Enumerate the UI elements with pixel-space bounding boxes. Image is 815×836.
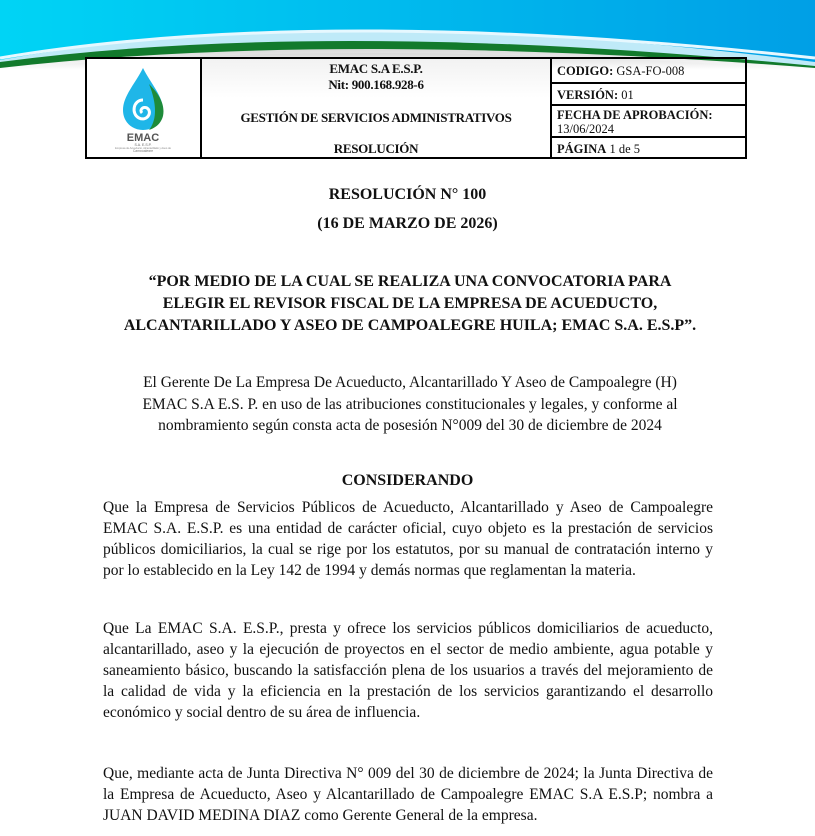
codigo-value: GSA-FO-008 (616, 64, 685, 78)
svg-text:EMAC: EMAC (126, 132, 159, 144)
title-line: “POR MEDIO DE LA CUAL SE REALIZA UNA CONVOCATORIA PARA (148, 273, 672, 290)
resolution-title (100, 271, 720, 337)
considerando-heading: CONSIDERANDO (341, 472, 474, 489)
logo-cell (87, 59, 202, 157)
considerando-paragraph: Que, mediante acta de Junta Directiva N° 009 del 30 de diciembre de 2024; la Junta Directiva de la Empresa de Acueducto, Aseo y Alcantarillado de Campoalegre EMAC S.A E.S.P; nombra a JUAN DAVID MEDINA DIAZ como Gerente General de la empresa. (103, 765, 713, 824)
intro-line: El Gerente De La Empresa De Acueducto, Alcantarillado Y Aseo de Campoalegre (H) (143, 374, 677, 391)
svg-text:Empresa de Acueducto, Alcantar: Empresa de Acueducto, Alcantarillado y Aseo de (114, 147, 171, 150)
version-label: VERSIÓN: (557, 88, 619, 102)
intro-paragraph (100, 372, 720, 437)
intro-line: nombramiento según consta acta de posesión N°009 del 30 de diciembre de 2024 (158, 417, 662, 434)
title-line: ELEGIR EL REVISOR FISCAL DE LA EMPRESA DE ACUEDUCTO, (162, 295, 658, 312)
fecha-value: 13/06/2024 (557, 122, 614, 136)
intro-line: EMAC S.A E.S. P. en uso de las atribuciones constitucionales y legales, y conforme al (142, 395, 678, 413)
resolution-date: (16 DE MARZO DE 2026) (317, 215, 498, 232)
department-name: GESTIÓN DE SERVICIOS ADMINISTRATIVOS (240, 110, 512, 125)
fecha-label: FECHA DE APROBACIÓN: (557, 108, 713, 122)
considerando-paragraph: Que la Empresa de Servicios Públicos de Acueducto, Alcantarillado y Aseo de Campoalegre EMAC S.A. E.S.P. es una entidad de carácter oficial, cuyo objeto es la prestación de servicios públicos domiciliarios, la cual se rige por los estatutos, por su manual de contratación interno y por lo establecido en la Ley 142 de 1994 y demás normas que reglamentan la materia. (103, 499, 713, 579)
resolution-number: RESOLUCIÓN N° 100 (328, 186, 487, 203)
document-type: RESOLUCIÓN (333, 141, 419, 156)
fecha-row (552, 106, 745, 138)
header-meta-cell (552, 59, 745, 157)
codigo-row (552, 59, 745, 84)
version-row (552, 84, 745, 106)
codigo-label: CODIGO: (557, 64, 614, 78)
emac-logo-icon (109, 64, 179, 152)
title-line: ALCANTARILLADO Y ASEO DE CAMPOALEGRE HUILA; EMAC S.A. E.S.P”. (123, 317, 697, 334)
considerando-paragraph: Que La EMAC S.A. E.S.P., presta y ofrece los servicios públicos domiciliarios de acueducto, alcantarillado, aseo y la ejecución de proyectos en el sector de medio ambiente, agua potable y saneamiento básico, buscando la satisfacción plena de los usuarios a través del mejoramiento de la calidad de vida y la eficiencia en la prestación de los servicios garantizando el desarrollo económico y social dentro de su área de influencia. (103, 620, 713, 721)
company-name: EMAC S.A E.S.P. (329, 61, 423, 76)
header-center-cell (202, 59, 552, 157)
pagina-label: PÁGINA (557, 142, 607, 156)
pagina-row (552, 138, 745, 157)
pagina-value: 1 de 5 (609, 142, 640, 156)
svg-text:S.A. E.S.P.: S.A. E.S.P. (133, 143, 152, 147)
company-nit: Nit: 900.168.928-6 (328, 77, 424, 92)
svg-text:Campoalegre: Campoalegre (132, 149, 153, 152)
document-header-table (85, 57, 747, 159)
version-value: 01 (621, 88, 634, 102)
